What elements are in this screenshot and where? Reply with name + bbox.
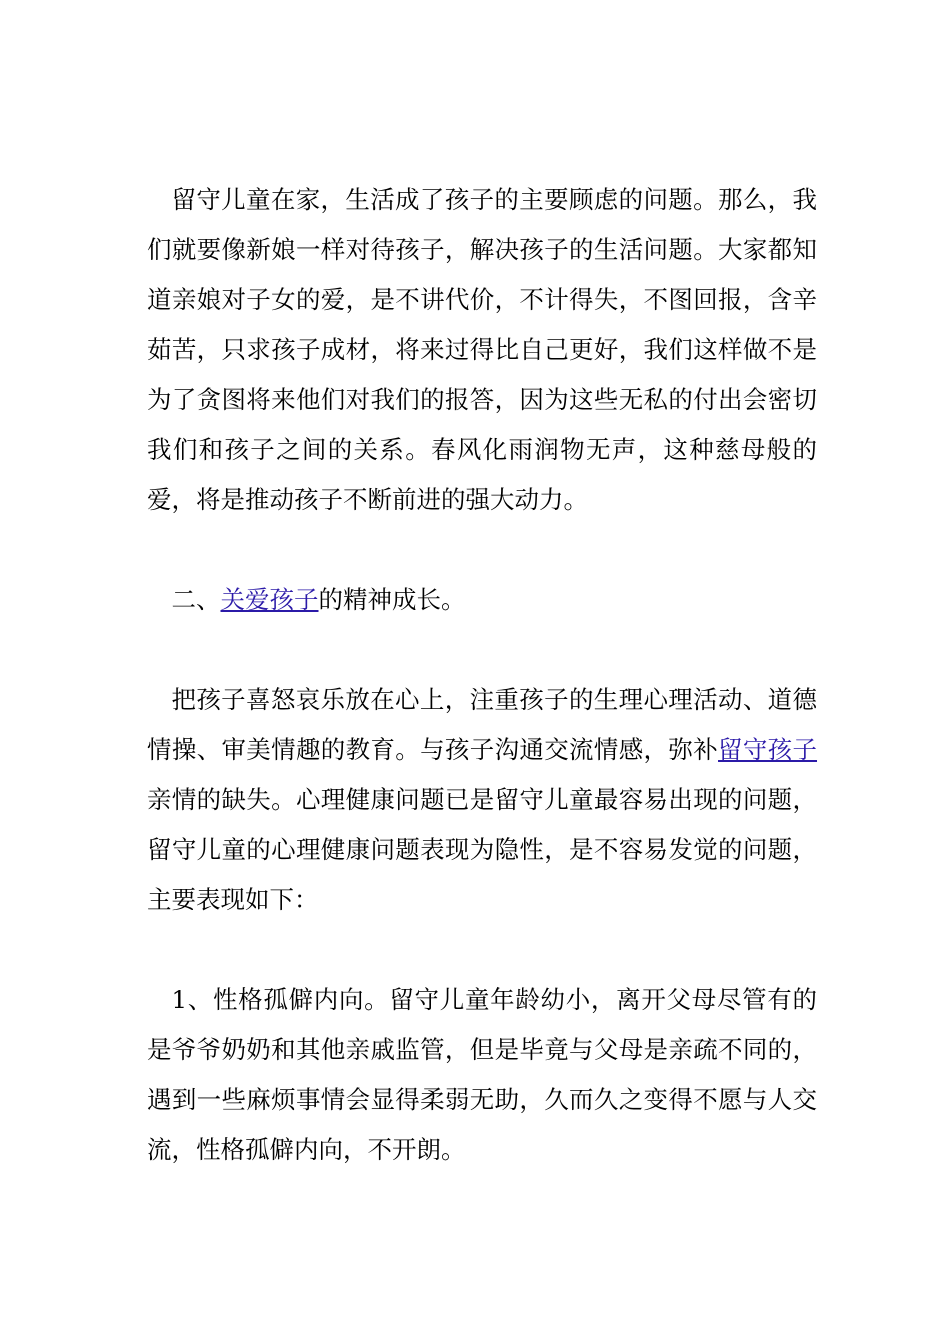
section-heading-spiritual-growth: [147, 575, 817, 625]
link-left-behind-children[interactable]: 留守孩子: [718, 735, 818, 764]
paragraph-emotional-care: [147, 675, 817, 925]
paragraph-text: 把孩子喜怒哀乐放在心上，注重孩子的生理心理活动、道德情操、审美情趣的教育。与孩子沟通交流情感，弥补: [147, 685, 817, 764]
link-care-for-children[interactable]: 关爱孩子: [220, 585, 319, 614]
paragraph-text: 亲情的缺失。心理健康问题已是留守儿童最容易出现的问题，留守儿童的心理健康问题表现为隐性，是不容易发觉的问题，主要表现如下：: [147, 785, 817, 914]
paragraph-text: 留守儿童在家，生活成了孩子的主要顾虑的问题。那么，我们就要像新娘一样对待孩子，解决孩子的生活问题。大家都知道亲娘对子女的爱，是不讲代价，不计得失，不图回报，含辛茹苦，只求孩子成材，将来过得比自己更好，我们这样做不是为了贪图将来他们对我们的报答，因为这些无私的付出会密切我们和孩子之间的关系。春风化雨润物无声，这种慈母般的爱，将是推动孩子不断前进的强大动力。: [147, 185, 817, 514]
heading-suffix: 的精神成长。: [318, 585, 466, 614]
paragraph-introverted-personality: [147, 975, 817, 1175]
paragraph-gap: [147, 525, 817, 575]
paragraph-gap: [147, 925, 817, 975]
paragraph-text: 1、性格孤僻内向。留守儿童年龄幼小，离开父母尽管有的是爷爷奶奶和其他亲戚监管，但是毕竟与父母是亲疏不同的，遇到一些麻烦事情会显得柔弱无助，久而久之变得不愿与人交流，性格孤僻内向，不开朗。: [147, 985, 817, 1164]
heading-prefix: 二、: [171, 585, 221, 614]
paragraph-gap: [147, 625, 817, 675]
document-body: [147, 175, 817, 1175]
paragraph-children-life: [147, 175, 817, 525]
